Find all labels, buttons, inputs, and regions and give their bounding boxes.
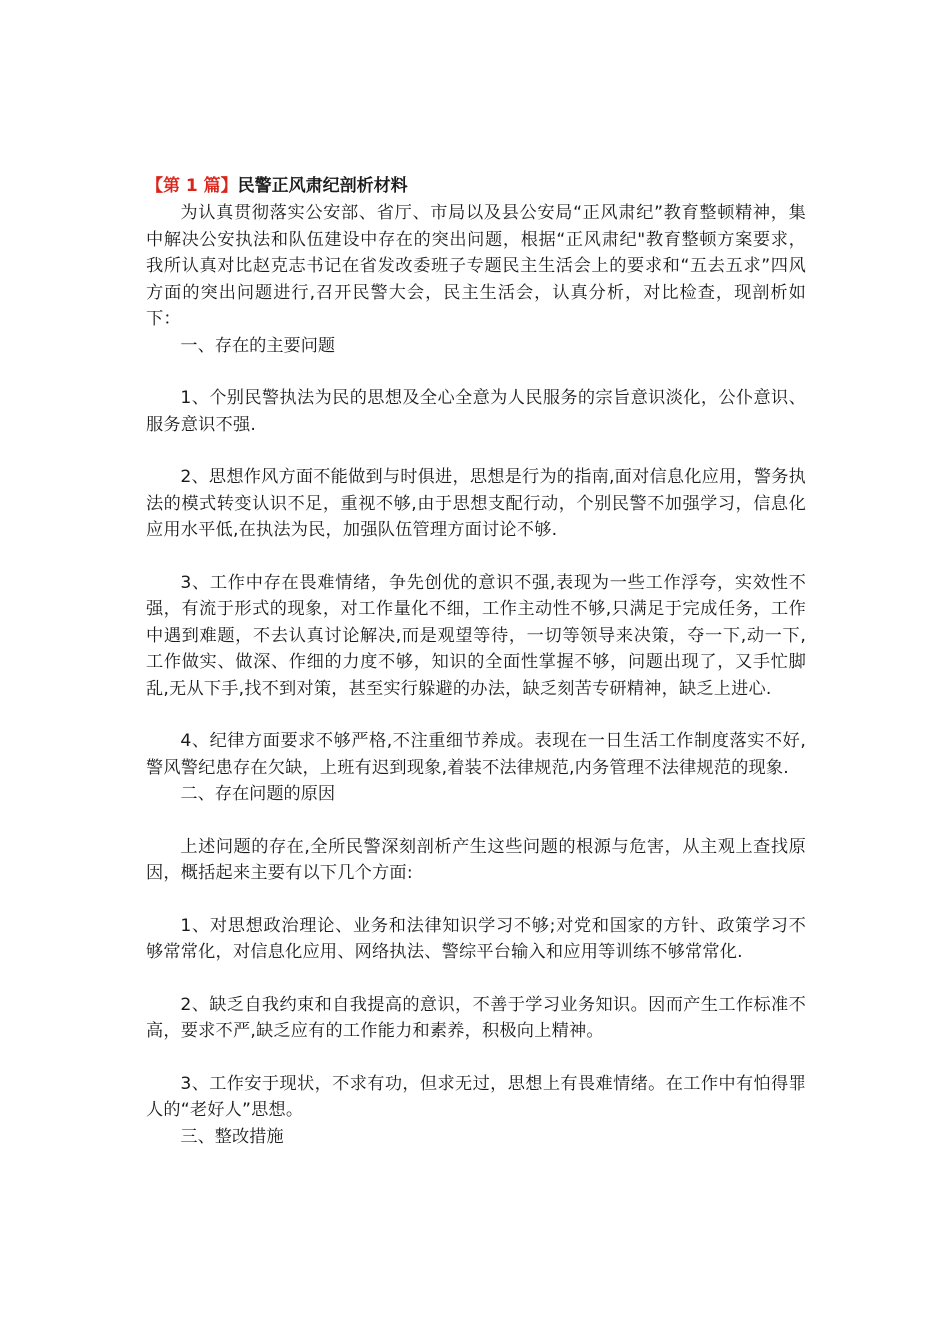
title-text: 民警正风肃纪剖析材料 [237,176,408,196]
section-heading-problems: 一、存在的主要问题 [180,335,336,356]
section-heading-measures: 三、整改措施 [180,1126,284,1147]
document-title [146,173,806,199]
cause-item: 2、缺乏自我约束和自我提高的意识，不善于学习业务知识。因而产生工作标准不高，要求不严,缺乏应有的工作能力和素养，积极向上精神。 [146,994,806,1041]
problem-item: 2、思想作风方面不能做到与时俱进，思想是行为的指南,面对信息化应用，警务执法的模式转变认识不足，重视不够,由于思想支配行动，个别民警不加强学习，信息化应用水平低,在执法为民，加强队伍管理方面讨论不够. [146,467,806,540]
problem-item: 3、工作中存在畏难情绪，争先创优的意识不强,表现为一些工作浮夸，实效性不强，有流于形式的现象，对工作量化不细，工作主动性不够,只满足于完成任务，工作中遇到难题，不去认真讨论解决,而是观望等待，一切等领导来决策，夺一下,动一下,工作做实、做深、作细的力度不够，知识的全面性掌握不够，问题出现了，又手忙脚乱,无从下手,找不到对策，甚至实行躲避的办法，缺乏刻苦专研精神，缺乏上进心. [146,572,806,699]
problem-item: 1、个别民警执法为民的思想及全心全意为人民服务的宗旨意识淡化，公仆意识、服务意识不强. [146,388,806,435]
cause-item: 1、对思想政治理论、业务和法律知识学习不够;对党和国家的方针、政策学习不够常常化，对信息化应用、网络执法、警综平台输入和应用等训练不够常常化. [146,915,806,962]
section-heading-causes: 二、存在问题的原因 [180,784,336,804]
intro-paragraph: 为认真贯彻落实公安部、省厅、市局以及县公安局“正风肃纪”教育整顿精神，集中解决公安执法和队伍建设中存在的突出问题，根据“正风肃纪"教育整顿方案要求，我所认真对比赵克志书记在省发改委班子专题民主生活会上的要求和“五去五求”四风方面的突出问题进行,召开民警大会，民主生活会，认真分析，对比检查，现剖析如下： [146,203,806,329]
document-page [146,173,806,1150]
problem-item: 4、纪律方面要求不够严格,不注重细节养成。表现在一日生活工作制度落实不好,警风警纪患存在欠缺，上班有迟到现象,着装不法律规范,内务管理不法律规范的现象. [146,731,806,778]
cause-item: 3、工作安于现状，不求有功，但求无过，思想上有畏难情绪。在工作中有怕得罪人的“老好人”思想。 [146,1073,806,1120]
chapter-tag: 【第 1 篇】 [146,176,238,196]
causes-intro-paragraph: 上述问题的存在,全所民警深刻剖析产生这些问题的根源与危害，从主观上查找原因，概括起来主要有以下几个方面: [146,836,806,883]
